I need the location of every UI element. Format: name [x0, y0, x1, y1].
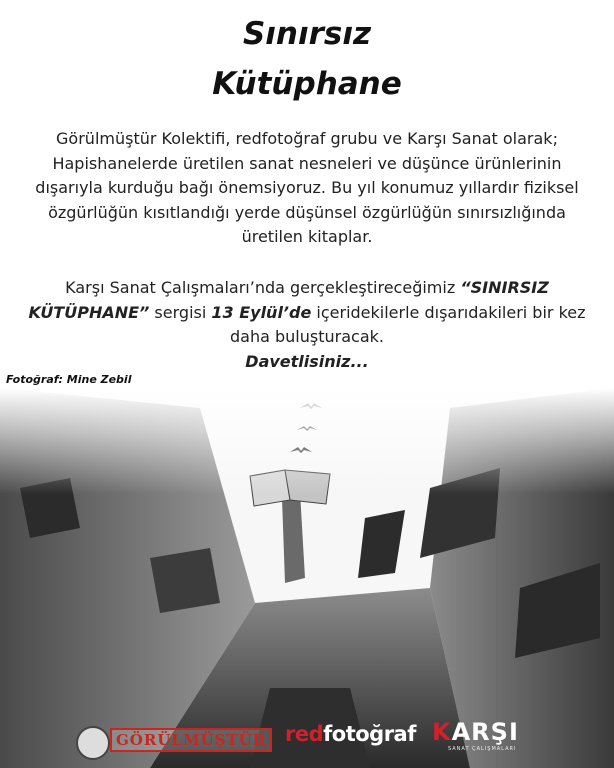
exhibition-text-1: Karşı Sanat Çalışmaları’nda gerçekleştireceğimiz [65, 278, 461, 297]
intro-paragraph: Görülmüştür Kolektifi, redfotoğraf grubu ve Karşı Sanat olarak; Hapishanelerde üretilen sanat nesneleri ve düşünce ürünlerinin dışarıyla kurduğu bağı önemsiyoruz. Bu yıl konumuz yıllardır fiziksel özgürlüğün kısıtlandığı yerde düşünsel özgürlüğün sınırsızlığında üretilen kitaplar. [35, 129, 579, 246]
exhibition-paragraph [20, 276, 594, 374]
invitation-text: Davetlisiniz... [245, 351, 369, 371]
poster-title-line2: Kütüphane [212, 66, 402, 102]
karsi-logo-mark: K [432, 718, 452, 746]
exhibition-text-3: içeridekilerle dışarıdakileri bir kez daha buluşturacak. [230, 302, 586, 346]
karsi-logo-rest: ARŞI [451, 718, 519, 746]
poster-title-line1: Sınırsız [242, 16, 372, 52]
sponsor-logos [0, 700, 614, 768]
redfotograf-logo [285, 722, 416, 746]
gorulmustur-logo: GÖRÜLMÜŞTÜR [110, 728, 272, 752]
exhibition-date: 13 Eylül’de [211, 302, 312, 322]
exhibition-name: “SINIRSIZ KÜTÜPHANE” [28, 278, 549, 322]
karsi-logo [432, 718, 519, 746]
gorulmustur-seal-icon [76, 726, 110, 760]
karsi-logo-subtitle: SANAT ÇALIŞMALARI [448, 746, 517, 752]
redfotograf-logo-rest: fotoğraf [323, 722, 416, 746]
redfotograf-logo-red: red [285, 722, 324, 746]
photo-credit: Fotoğraf: Mine Zebil [6, 373, 132, 386]
exhibition-text-2: sergisi [149, 302, 212, 322]
